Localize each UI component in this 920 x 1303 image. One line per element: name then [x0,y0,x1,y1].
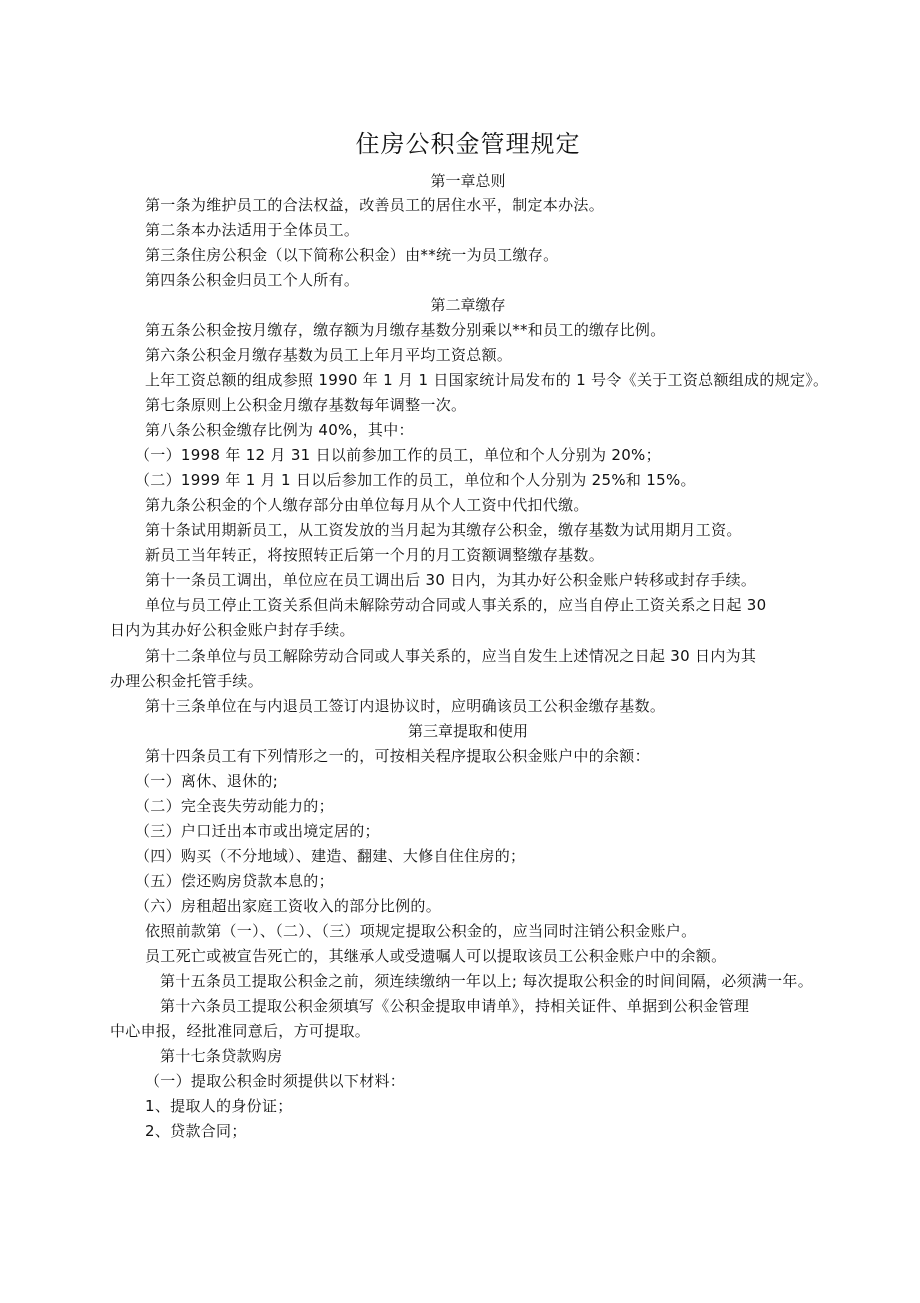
paragraph-line: （三）户口迁出本市或出境定居的； [135,822,380,840]
paragraph-line: （六）房租超出家庭工资收入的部分比例的。 [135,897,442,915]
paragraph-line: 第十四条员工有下列情形之一的，可按相关程序提取公积金账户中的余额： [145,747,650,765]
paragraph-line: 2、贷款合同； [145,1122,247,1140]
paragraph-line: 第六条公积金月缴存基数为员工上年月平均工资总额。 [145,346,513,364]
paragraph-line: （五）偿还购房贷款本息的； [135,872,334,890]
paragraph-line: 第二条本办法适用于全体员工。 [145,221,360,239]
paragraph-line: 第四条公积金归员工个人所有。 [145,271,360,289]
paragraph-line: 第十七条贷款购房 [160,1047,283,1065]
paragraph-line: 第三条住房公积金（以下简称公积金）由**统一为员工缴存。 [145,246,559,264]
paragraph-line: 第九条公积金的个人缴存部分由单位每月从个人工资中代扣代缴。 [145,496,589,514]
paragraph-line: （一）1998 年 12 月 31 日以前参加工作的员工，单位和个人分别为 20%； [135,446,661,464]
paragraph-line: （二）完全丧失劳动能力的； [135,797,334,815]
paragraph-line: 第五条公积金按月缴存，缴存额为月缴存基数分别乘以**和员工的缴存比例。 [145,321,666,339]
paragraph-line: 第十五条员工提取公积金之前，须连续缴纳一年以上; 每次提取公积金的时间间隔，必须满一年。 [160,972,814,990]
paragraph-line: 第一条为维护员工的合法权益，改善员工的居住水平，制定本办法。 [145,196,605,214]
paragraph-line: （一）提取公积金时须提供以下材料： [145,1072,406,1090]
paragraph-line: 第十一条员工调出，单位应在员工调出后 30 日内，为其办好公积金账户转移或封存手续。 [145,571,757,589]
paragraph-line: 第十二条单位与员工解除劳动合同或人事关系的，应当自发生上述情况之日起 30 日内为其 [145,647,757,665]
paragraph-line: 新员工当年转正，将按照转正后第一个月的月工资额调整缴存基数。 [145,546,605,564]
paragraph-line: 依照前款第（一）、（二）、（三）项规定提取公积金的，应当同时注销公积金账户。 [145,922,697,940]
paragraph-line: 第八条公积金缴存比例为 40%，其中： [145,421,414,439]
paragraph-line: 第十三条单位在与内退员工签订内退协议时，应明确该员工公积金缴存基数。 [145,697,666,715]
paragraph-line: 中心申报，经批准同意后，方可提取。 [110,1022,371,1040]
paragraph-line: （四）购买（不分地域）、建造、翻建、大修自住住房的； [135,847,526,865]
paragraph-line: 第十六条员工提取公积金须填写《公积金提取申请单》，持相关证件、单据到公积金管理 [160,997,750,1015]
document-title: 住房公积金管理规定 [355,130,581,158]
chapter-heading: 第二章缴存 [430,296,506,314]
chapter-heading: 第三章提取和使用 [407,722,528,740]
paragraph-line: 单位与员工停止工资关系但尚未解除劳动合同或人事关系的，应当自停止工资关系之日起 30 [145,596,767,614]
paragraph-line: 1、提取人的身份证； [145,1097,293,1115]
paragraph-line: 第十条试用期新员工，从工资发放的当月起为其缴存公积金，缴存基数为试用期月工资。 [145,521,742,539]
paragraph-line: （二）1999 年 1 月 1 日以后参加工作的员工，单位和个人分别为 25%和 15%。 [135,471,696,489]
paragraph-line: （一）离休、退休的; [135,772,279,790]
chapter-heading: 第一章总则 [430,172,506,190]
paragraph-line: 员工死亡或被宣告死亡的，其继承人或受遗嘱人可以提取该员工公积金账户中的余额。 [145,947,727,965]
paragraph-line: 办理公积金托管手续。 [110,672,264,690]
paragraph-line: 日内为其办好公积金账户封存手续。 [110,621,355,639]
paragraph-line: 上年工资总额的组成参照 1990 年 1 月 1 日国家统计局发布的 1 号令《关于工资总额组成的规定》。 [145,371,829,389]
paragraph-line: 第七条原则上公积金月缴存基数每年调整一次。 [145,396,467,414]
